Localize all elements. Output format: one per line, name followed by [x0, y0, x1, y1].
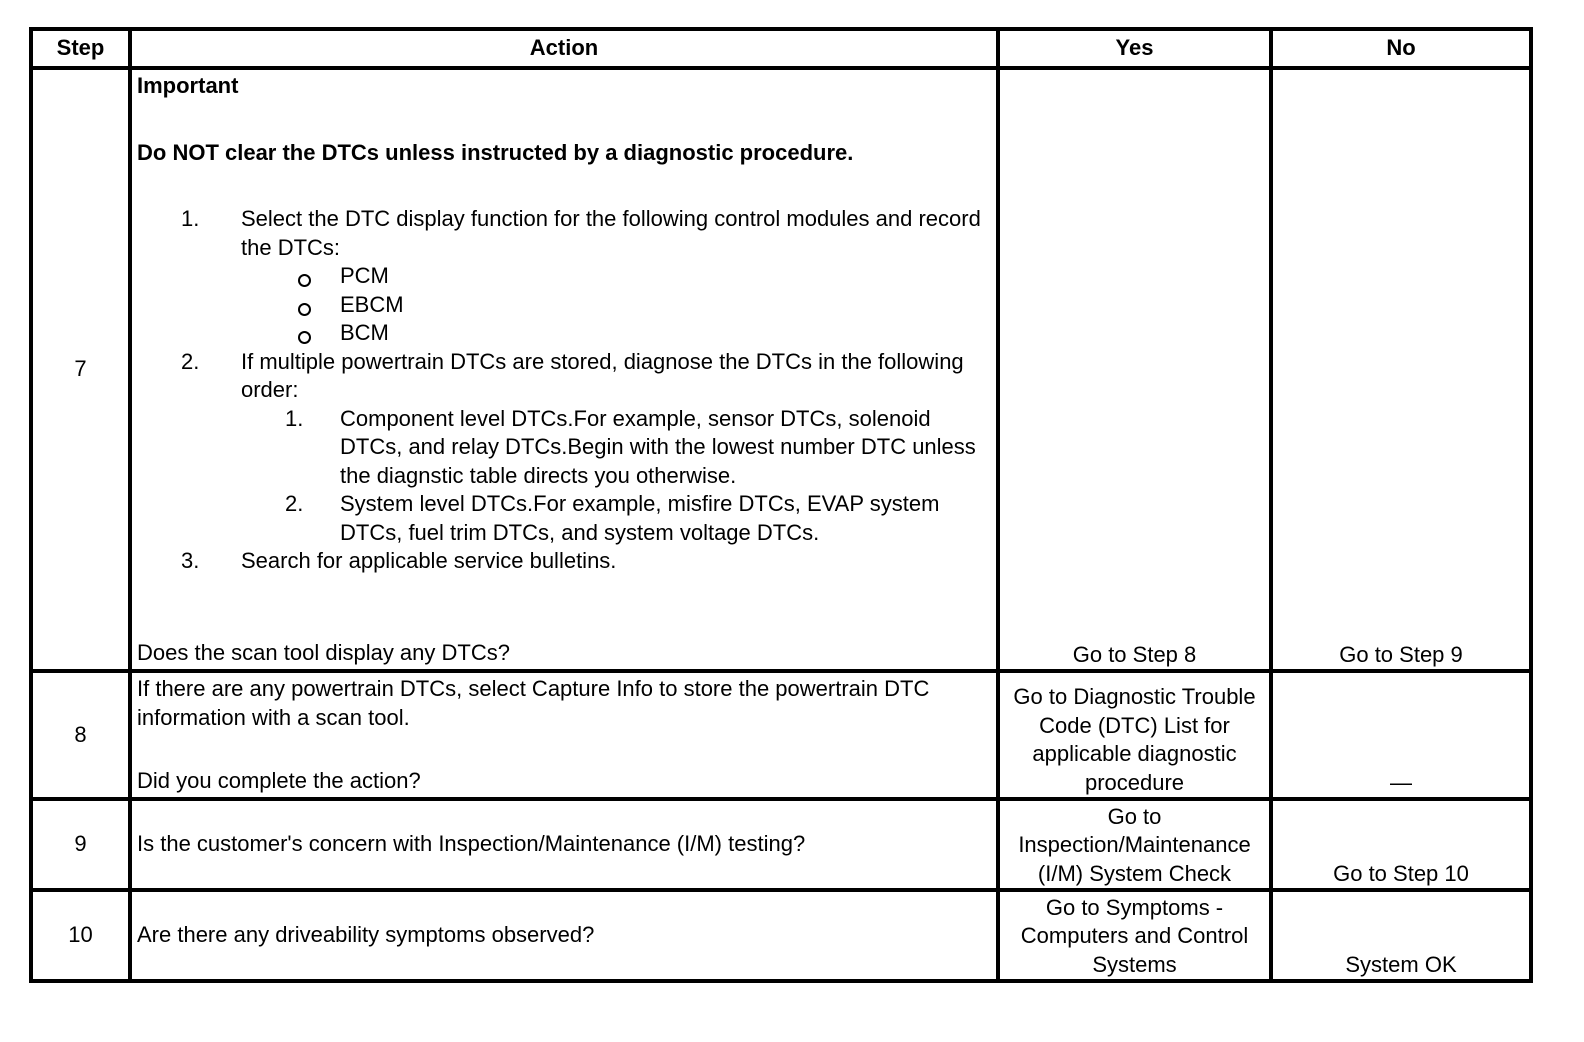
table-row-step-8 [31, 671, 1531, 799]
action-cell [130, 671, 998, 799]
list-item [236, 348, 991, 548]
header-no: No [1271, 29, 1531, 68]
question-text: Is the customer's concern with Inspection/Maintenance (I/M) testing? [130, 799, 998, 890]
warning-text: Do NOT clear the DTCs unless instructed by a diagnostic procedure. [137, 139, 854, 165]
procedure-list [137, 205, 991, 576]
no-cell: — [1271, 671, 1531, 799]
step-number: 7 [31, 68, 130, 671]
step-number: 8 [31, 671, 130, 799]
no-cell: Go to Step 9 [1271, 68, 1531, 671]
yes-cell: Go to Diagnostic Trouble Code (DTC) List for applicable diagnostic procedure [998, 671, 1271, 799]
question-text: Are there any driveability symptoms observed? [130, 890, 998, 981]
header-step: Step [31, 29, 130, 68]
no-cell: Go to Step 10 [1271, 799, 1531, 890]
no-cell: System OK [1271, 890, 1531, 981]
procedure-item-text: Search for applicable service bulletins. [241, 548, 617, 573]
yes-cell: Go to Step 8 [998, 68, 1271, 671]
header-yes: Yes [998, 29, 1271, 68]
table-row-step-7 [31, 68, 1531, 671]
table-row-step-10 [31, 890, 1531, 981]
module-list [241, 262, 991, 348]
list-item: 1. Component level DTCs.For example, sensor DTCs, solenoid DTCs, and relay DTCs.Begin with the lowest number DTC unless the diagnstic table directs you otherwise. [340, 405, 991, 491]
procedure-item-text: Select the DTC display function for the following control modules and record the DTCs: [241, 206, 981, 260]
action-cell [130, 68, 998, 671]
table-row-step-9 [31, 799, 1531, 890]
yes-cell: Go to Inspection/Maintenance (I/M) System Check [998, 799, 1271, 890]
yes-cell: Go to Symptoms - Computers and Control Systems [998, 890, 1271, 981]
action-text: If there are any powertrain DTCs, select Capture Info to store the powertrain DTC information with a scan tool. [137, 676, 930, 730]
step-number: 10 [31, 890, 130, 981]
question-text: Does the scan tool display any DTCs? [137, 639, 510, 665]
list-item: EBCM [340, 291, 991, 320]
important-label: Important [137, 73, 239, 98]
list-item [236, 547, 991, 576]
list-item: BCM [340, 319, 991, 348]
header-row [31, 29, 1531, 68]
procedure-item-text: If multiple powertrain DTCs are stored, diagnose the DTCs in the following order: [241, 348, 964, 402]
list-item: PCM [340, 262, 991, 291]
order-list [241, 405, 991, 548]
header-action: Action [130, 29, 998, 68]
step-number: 9 [31, 799, 130, 890]
list-item [236, 205, 991, 348]
diagnostic-table [29, 27, 1533, 983]
question-text: Did you complete the action? [137, 767, 421, 793]
list-item: 2. System level DTCs.For example, misfire DTCs, EVAP system DTCs, fuel trim DTCs, and system voltage DTCs. [340, 490, 991, 547]
